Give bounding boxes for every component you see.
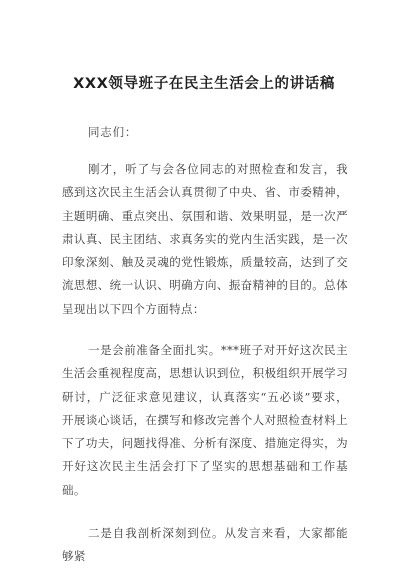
salutation: 同志们： [88, 125, 138, 139]
paragraph-3: 二是自我剖析深刻到位。从发言来看，大家都能够紧 [62, 526, 348, 564]
document-title: XXX领导班子在民主生活会上的讲话稿 [73, 76, 335, 92]
paragraph-1: 刚才，听了与会各位同志的对照检查和发言，我感到这次民主生活会认真贯彻了中央、省、市委精神，主题明确、重点突出、氛围和谐、效果明显，是一次严肃认真、民主团结、求真务实的党内生活实践，是一次印象深刻、触及灵魂的党性锻炼，质量较高，达到了交流思想、统一认识、明确方向、振奋精神的目的。总体呈现出以下四个方面特点： [62, 162, 348, 316]
paragraph-2: 一是会前准备全面扎实。***班子对开好这次民主生活会重视程度高，思想认识到位，积极组织开展学习研讨，广泛征求意见建议，认真落实“五必谈”要求，开展谈心谈话，在撰写和修改完善个人对照检查材料上下了功夫，问题找得准、分析有深度、措施定得实，为开好这次民主生活会打下了坚实的思想基础和工作基础。 [62, 343, 348, 497]
